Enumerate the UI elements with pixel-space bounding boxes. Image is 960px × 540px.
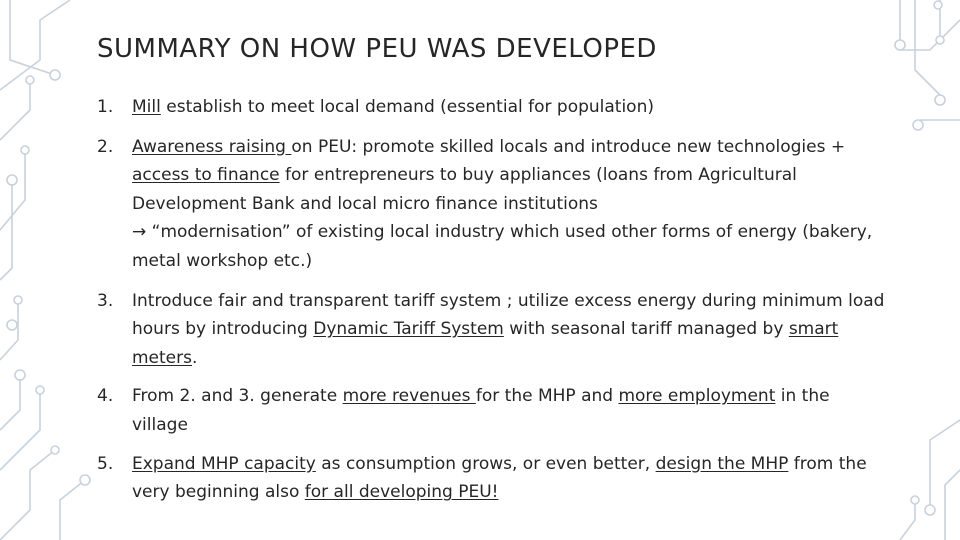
text-run: in the village xyxy=(132,386,830,435)
underlined-phrase: Expand MHP capacity xyxy=(132,453,316,474)
text-run: for entrepreneurs to buy appliances (loans from Agricultural Development Bank and local micro finance institutions xyxy=(132,165,797,214)
underlined-phrase: design the MHP xyxy=(655,453,789,474)
list-item-number: 4. xyxy=(97,386,114,407)
underlined-phrase: Mill xyxy=(132,97,161,117)
underlined-phrase: Dynamic Tariff System xyxy=(313,319,504,340)
list-item xyxy=(97,450,887,507)
text-run: as consumption grows, or even better, xyxy=(315,453,656,474)
underlined-phrase: for all developing PEU! xyxy=(304,482,499,503)
list-item xyxy=(97,287,887,373)
text-run: on PEU: promote skilled locals and introduce new technologies + xyxy=(291,136,846,157)
text-run: From 2. and 3. generate xyxy=(132,386,343,407)
list-item-number: 3. xyxy=(97,290,114,311)
text-run: with seasonal tariff managed by xyxy=(503,319,789,340)
underlined-phrase: access to finance xyxy=(132,165,280,186)
text-run: for the MHP and xyxy=(475,386,619,407)
text-run: → “modernisation” of existing local industry which used other forms of energy (bakery, metal workshop etc.) xyxy=(132,222,873,271)
list-item-number: 2. xyxy=(97,136,114,157)
underlined-phrase: more employment xyxy=(618,386,776,407)
text-run: Introduce fair and transparent tariff system ; utilize excess energy during minimum load hours by introducing xyxy=(132,290,885,340)
list-item-number: 5. xyxy=(97,453,114,474)
text-run: establish to meet local demand (essential for population) xyxy=(160,97,654,117)
text-run: . xyxy=(192,347,198,368)
underlined-phrase: more revenues xyxy=(342,386,476,407)
list-item xyxy=(97,133,887,276)
summary-list xyxy=(97,93,887,517)
underlined-phrase: smart meters xyxy=(132,319,839,368)
list-item-number: 1. xyxy=(97,97,114,117)
underlined-phrase: Awareness raising xyxy=(132,136,292,157)
text-run: from the very beginning also xyxy=(132,453,867,503)
list-item xyxy=(97,382,887,439)
list-item xyxy=(97,93,887,122)
slide-title: SUMMARY ON HOW PEU WAS DEVELOPED xyxy=(97,34,657,64)
